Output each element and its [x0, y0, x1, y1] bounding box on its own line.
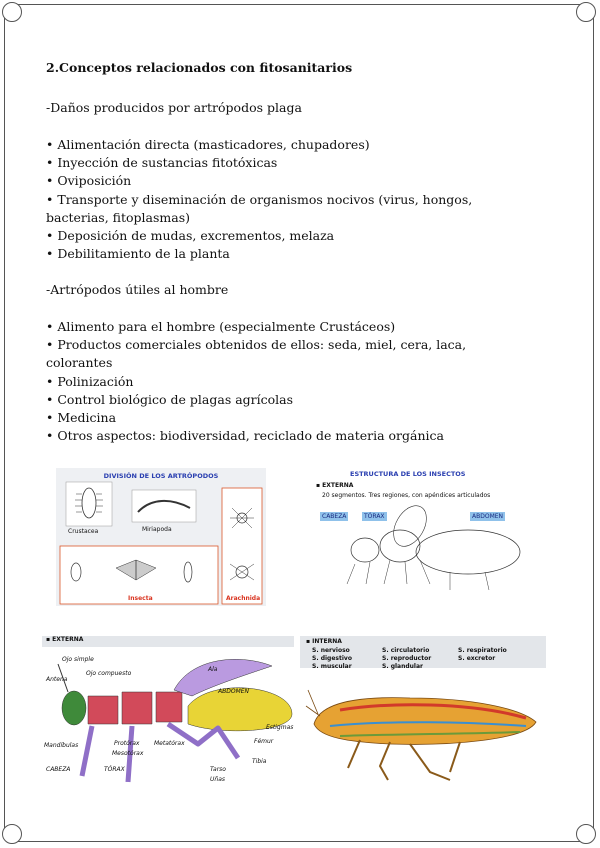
list-item: • Inyección de sustancias fitotóxicas: [46, 154, 516, 172]
arthropod-division-figure: [56, 468, 266, 606]
damage-heading: -Daños producidos por artrópodos plaga: [46, 100, 302, 115]
label-torax: TÓRAX: [104, 766, 125, 773]
list-item: • Deposición de mudas, excrementos, melaza: [46, 227, 516, 245]
label-estigmas: Estigmas: [266, 724, 294, 731]
externa-bullet: ▪ EXTERNA: [316, 482, 354, 489]
label-mesotorax: Mesotórax: [112, 750, 144, 757]
corner-ornament: [576, 2, 596, 22]
system-label: S. excretor: [458, 655, 496, 662]
insect-structure-figure: [310, 468, 544, 606]
section-title: 2.Conceptos relacionados con fitosanitarios: [46, 60, 353, 75]
corner-ornament: [2, 824, 22, 844]
figure-subtitle: 20 segmentos. Tres regiones, con apéndices articulados: [322, 492, 491, 499]
label-tarso: Tarso: [210, 766, 226, 773]
corner-ornament: [576, 824, 596, 844]
interna-heading: ▪ INTERNA: [306, 638, 342, 645]
list-item: • Polinización: [46, 373, 516, 391]
arthropod-drawings: [56, 468, 266, 606]
tag-cabeza: CABEZA: [322, 513, 347, 520]
externa-heading: ▪ EXTERNA: [42, 636, 294, 647]
system-label: S. muscular: [312, 663, 352, 670]
label-metatorax: Metatórax: [154, 740, 185, 747]
figure-title: DIVISIÓN DE LOS ARTRÓPODOS: [103, 472, 219, 480]
figure-title: ESTRUCTURA DE LOS INSECTOS: [350, 470, 466, 478]
list-item: • Transporte y diseminación de organismos nocivos (virus, hongos, bacterias, fitoplasmas): [46, 191, 516, 227]
label-tibia: Tibia: [252, 758, 267, 765]
insect-outline-drawing: [310, 468, 544, 606]
label-crustacea: Crustacea: [68, 528, 99, 535]
system-label: S. digestivo: [312, 655, 352, 662]
label-antena: Antena: [46, 676, 68, 683]
system-label: S. respiratorio: [458, 647, 507, 654]
list-item: • Alimentación directa (masticadores, chupadores): [46, 136, 516, 154]
label-ala: Ala: [208, 666, 218, 673]
grasshopper-internal-drawing: [300, 636, 546, 788]
label-unas: Uñas: [210, 776, 225, 783]
tag-abdomen: ABDOMEN: [472, 513, 504, 520]
damage-list: [46, 136, 516, 263]
system-label: S. nervioso: [312, 647, 350, 654]
tag-torax: TÓRAX: [364, 513, 385, 520]
label-ojo-compuesto: Ojo compuesto: [86, 670, 132, 677]
label-femur: Fémur: [254, 738, 274, 745]
internal-anatomy-figure: [300, 636, 546, 788]
list-item: • Medicina: [46, 409, 516, 427]
label-insecta: Insecta: [128, 595, 153, 602]
label-cabeza: CABEZA: [46, 766, 71, 773]
label-abdomen: ABDOMEN: [218, 688, 250, 695]
label-arachnida: Arachnida: [226, 595, 261, 602]
label-ojo-simple: Ojo simple: [62, 656, 94, 663]
list-item: • Control biológico de plagas agrícolas: [46, 391, 516, 409]
external-anatomy-figure: [42, 636, 294, 788]
system-label: S. reproductor: [382, 655, 432, 662]
list-item: • Alimento para el hombre (especialmente Crustáceos): [46, 318, 516, 336]
label-protorax: Protórax: [114, 740, 140, 747]
useful-list: [46, 318, 516, 445]
label-miriapoda: Miriapoda: [142, 526, 172, 533]
useful-heading: -Artrópodos útiles al hombre: [46, 282, 229, 297]
system-label: S. circulatorio: [382, 647, 430, 654]
list-item: • Productos comerciales obtenidos de ellos: seda, miel, cera, laca, colorantes: [46, 336, 516, 372]
label-mandibulas: Mandíbulas: [44, 742, 79, 749]
list-item: • Oviposición: [46, 172, 516, 190]
system-label: S. glandular: [382, 663, 423, 670]
corner-ornament: [2, 2, 22, 22]
list-item: • Otros aspectos: biodiversidad, reciclado de materia orgánica: [46, 427, 516, 445]
list-item: • Debilitamiento de la planta: [46, 245, 516, 263]
